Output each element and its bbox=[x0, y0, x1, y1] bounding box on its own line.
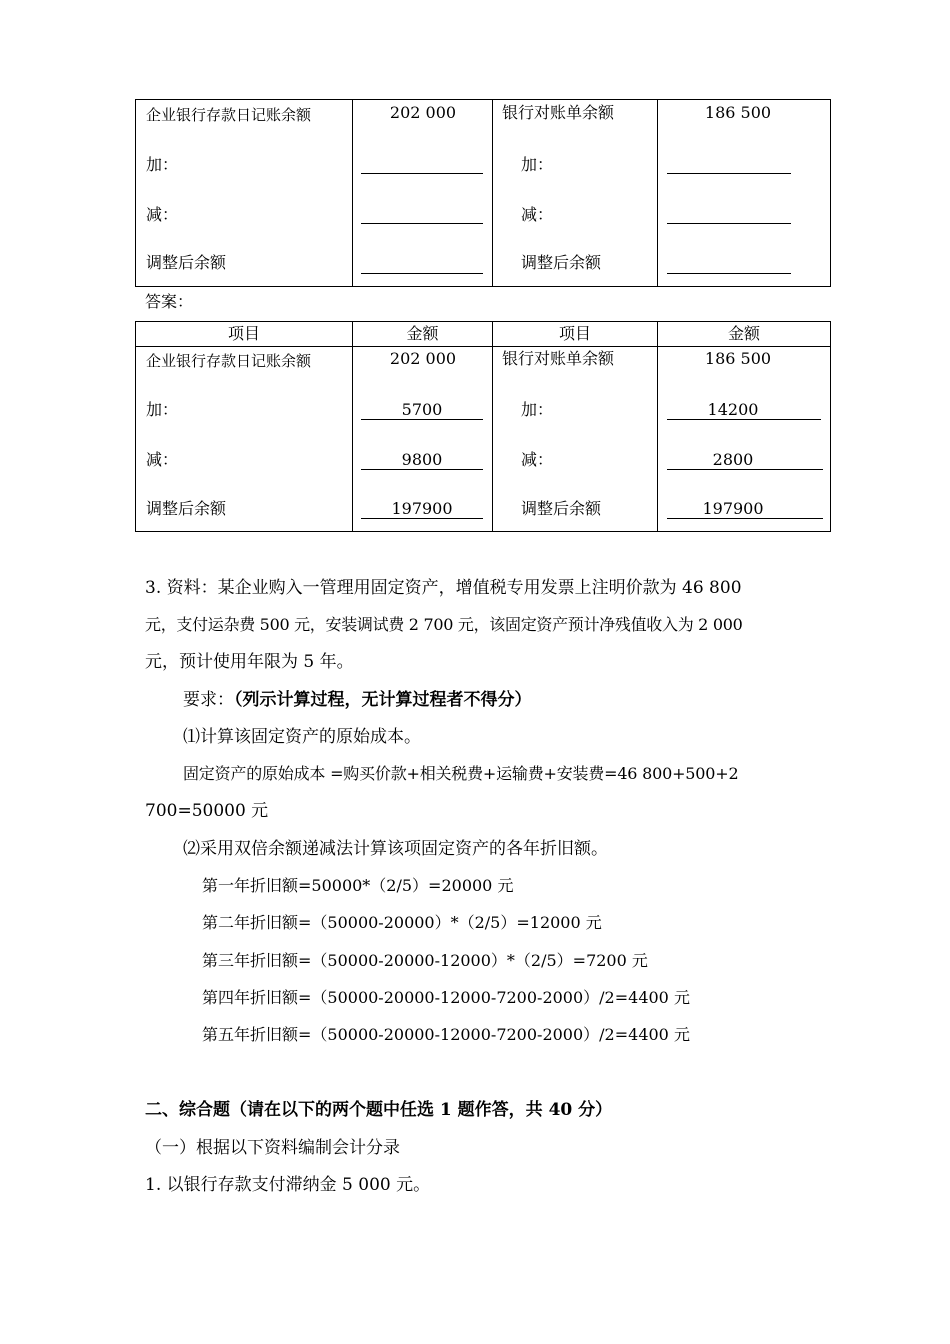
sub-label: 减： bbox=[521, 450, 554, 469]
q3-sub-question-2: ⑵采用双倍余额递减法计算该项固定资产的各年折旧额。 bbox=[183, 839, 608, 859]
depreciation-year-4: 第四年折旧额=（50000-20000-12000-7200-2000）/2=4400 元 bbox=[202, 988, 690, 1007]
right-head-label: 银行对账单余额 bbox=[502, 103, 615, 122]
depreciation-year-1: 第一年折旧额=50000*（2/5）=20000 元 bbox=[202, 876, 514, 895]
left-adjusted-value: 197900 bbox=[391, 499, 453, 518]
right-label-cell bbox=[493, 100, 658, 287]
left-amount-cell bbox=[353, 347, 493, 532]
answer-line bbox=[667, 419, 821, 420]
depreciation-year-2: 第二年折旧额=（50000-20000）*（2/5）=12000 元 bbox=[202, 913, 602, 932]
q3-line-2: 元，支付运杂费 500 元，安装调试费 2 700 元，该固定资产预计净残值收入为 2 000 bbox=[145, 615, 743, 634]
depreciation-year-5: 第五年折旧额=（50000-20000-12000-7200-2000）/2=4400 元 bbox=[202, 1025, 690, 1044]
left-head-label: 企业银行存款日记账余额 bbox=[146, 106, 312, 124]
depreciation-year-3: 第三年折旧额=（50000-20000-12000）*（2/5）=7200 元 bbox=[202, 951, 648, 970]
requirement-prefix: 要求： bbox=[183, 690, 234, 710]
left-sub-value: 9800 bbox=[401, 450, 443, 469]
blank-line bbox=[667, 273, 791, 274]
q3-requirement bbox=[183, 690, 532, 710]
answer-line bbox=[667, 469, 823, 470]
blank-line bbox=[667, 223, 791, 224]
right-sub-value: 2800 bbox=[712, 450, 754, 469]
right-label-cell bbox=[493, 347, 658, 532]
header-item: 项目 bbox=[493, 322, 658, 347]
left-label-cell bbox=[136, 347, 353, 532]
add-label: 加： bbox=[521, 400, 554, 419]
answer-line bbox=[361, 419, 483, 420]
header-item: 项目 bbox=[136, 322, 353, 347]
section-2-subtitle: （一）根据以下资料编制会计分录 bbox=[145, 1138, 400, 1158]
header-amount: 金额 bbox=[658, 322, 831, 347]
answer-line bbox=[667, 518, 823, 519]
answer-label: 答案： bbox=[145, 292, 194, 311]
right-amount-cell bbox=[658, 347, 831, 532]
right-head-value: 186 500 bbox=[704, 103, 772, 122]
reconciliation-table-answer bbox=[135, 321, 831, 532]
left-head-value: 202 000 bbox=[389, 103, 457, 122]
cost-formula-line-1: 固定资产的原始成本 =购买价款+相关税费+运输费+安装费=46 800+500+2 bbox=[183, 764, 739, 783]
answer-line bbox=[361, 518, 483, 519]
left-amount-cell bbox=[353, 100, 493, 287]
section-2-item-1: 1. 以银行存款支付滞纳金 5 000 元。 bbox=[145, 1175, 431, 1195]
sub-label: 减： bbox=[521, 205, 554, 224]
blank-line bbox=[361, 173, 483, 174]
add-label: 加： bbox=[146, 155, 179, 174]
section-2-title: 二、综合题（请在以下的两个题中任选 1 题作答，共 40 分） bbox=[145, 1100, 613, 1120]
adjusted-label: 调整后余额 bbox=[521, 499, 602, 518]
blank-line bbox=[667, 173, 791, 174]
left-label-cell bbox=[136, 100, 353, 287]
q3-sub-question-1: ⑴计算该固定资产的原始成本。 bbox=[183, 727, 421, 747]
adjusted-label: 调整后余额 bbox=[146, 499, 227, 518]
adjusted-label: 调整后余额 bbox=[521, 253, 602, 272]
adjusted-label: 调整后余额 bbox=[146, 253, 227, 272]
right-head-label: 银行对账单余额 bbox=[502, 349, 615, 368]
cost-formula-line-2: 700=50000 元 bbox=[145, 801, 269, 821]
requirement-note: （列示计算过程，无计算过程者不得分） bbox=[234, 690, 532, 710]
add-label: 加： bbox=[521, 155, 554, 174]
left-add-value: 5700 bbox=[401, 400, 443, 419]
add-label: 加： bbox=[146, 400, 179, 419]
left-head-label: 企业银行存款日记账余额 bbox=[146, 352, 312, 370]
right-adjusted-value: 197900 bbox=[702, 499, 764, 518]
answer-line bbox=[361, 469, 483, 470]
blank-line bbox=[361, 273, 483, 274]
left-head-value: 202 000 bbox=[389, 349, 457, 368]
sub-label: 减： bbox=[146, 205, 179, 224]
right-amount-cell bbox=[658, 100, 831, 287]
q3-line-3: 元，预计使用年限为 5 年。 bbox=[145, 652, 354, 672]
sub-label: 减： bbox=[146, 450, 179, 469]
reconciliation-table-question bbox=[135, 99, 831, 287]
q3-line-1: 3. 资料：某企业购入一管理用固定资产，增值税专用发票上注明价款为 46 800 bbox=[145, 578, 742, 598]
blank-line bbox=[361, 223, 483, 224]
right-add-value: 14200 bbox=[707, 400, 759, 419]
right-head-value: 186 500 bbox=[704, 349, 772, 368]
header-amount: 金额 bbox=[353, 322, 493, 347]
